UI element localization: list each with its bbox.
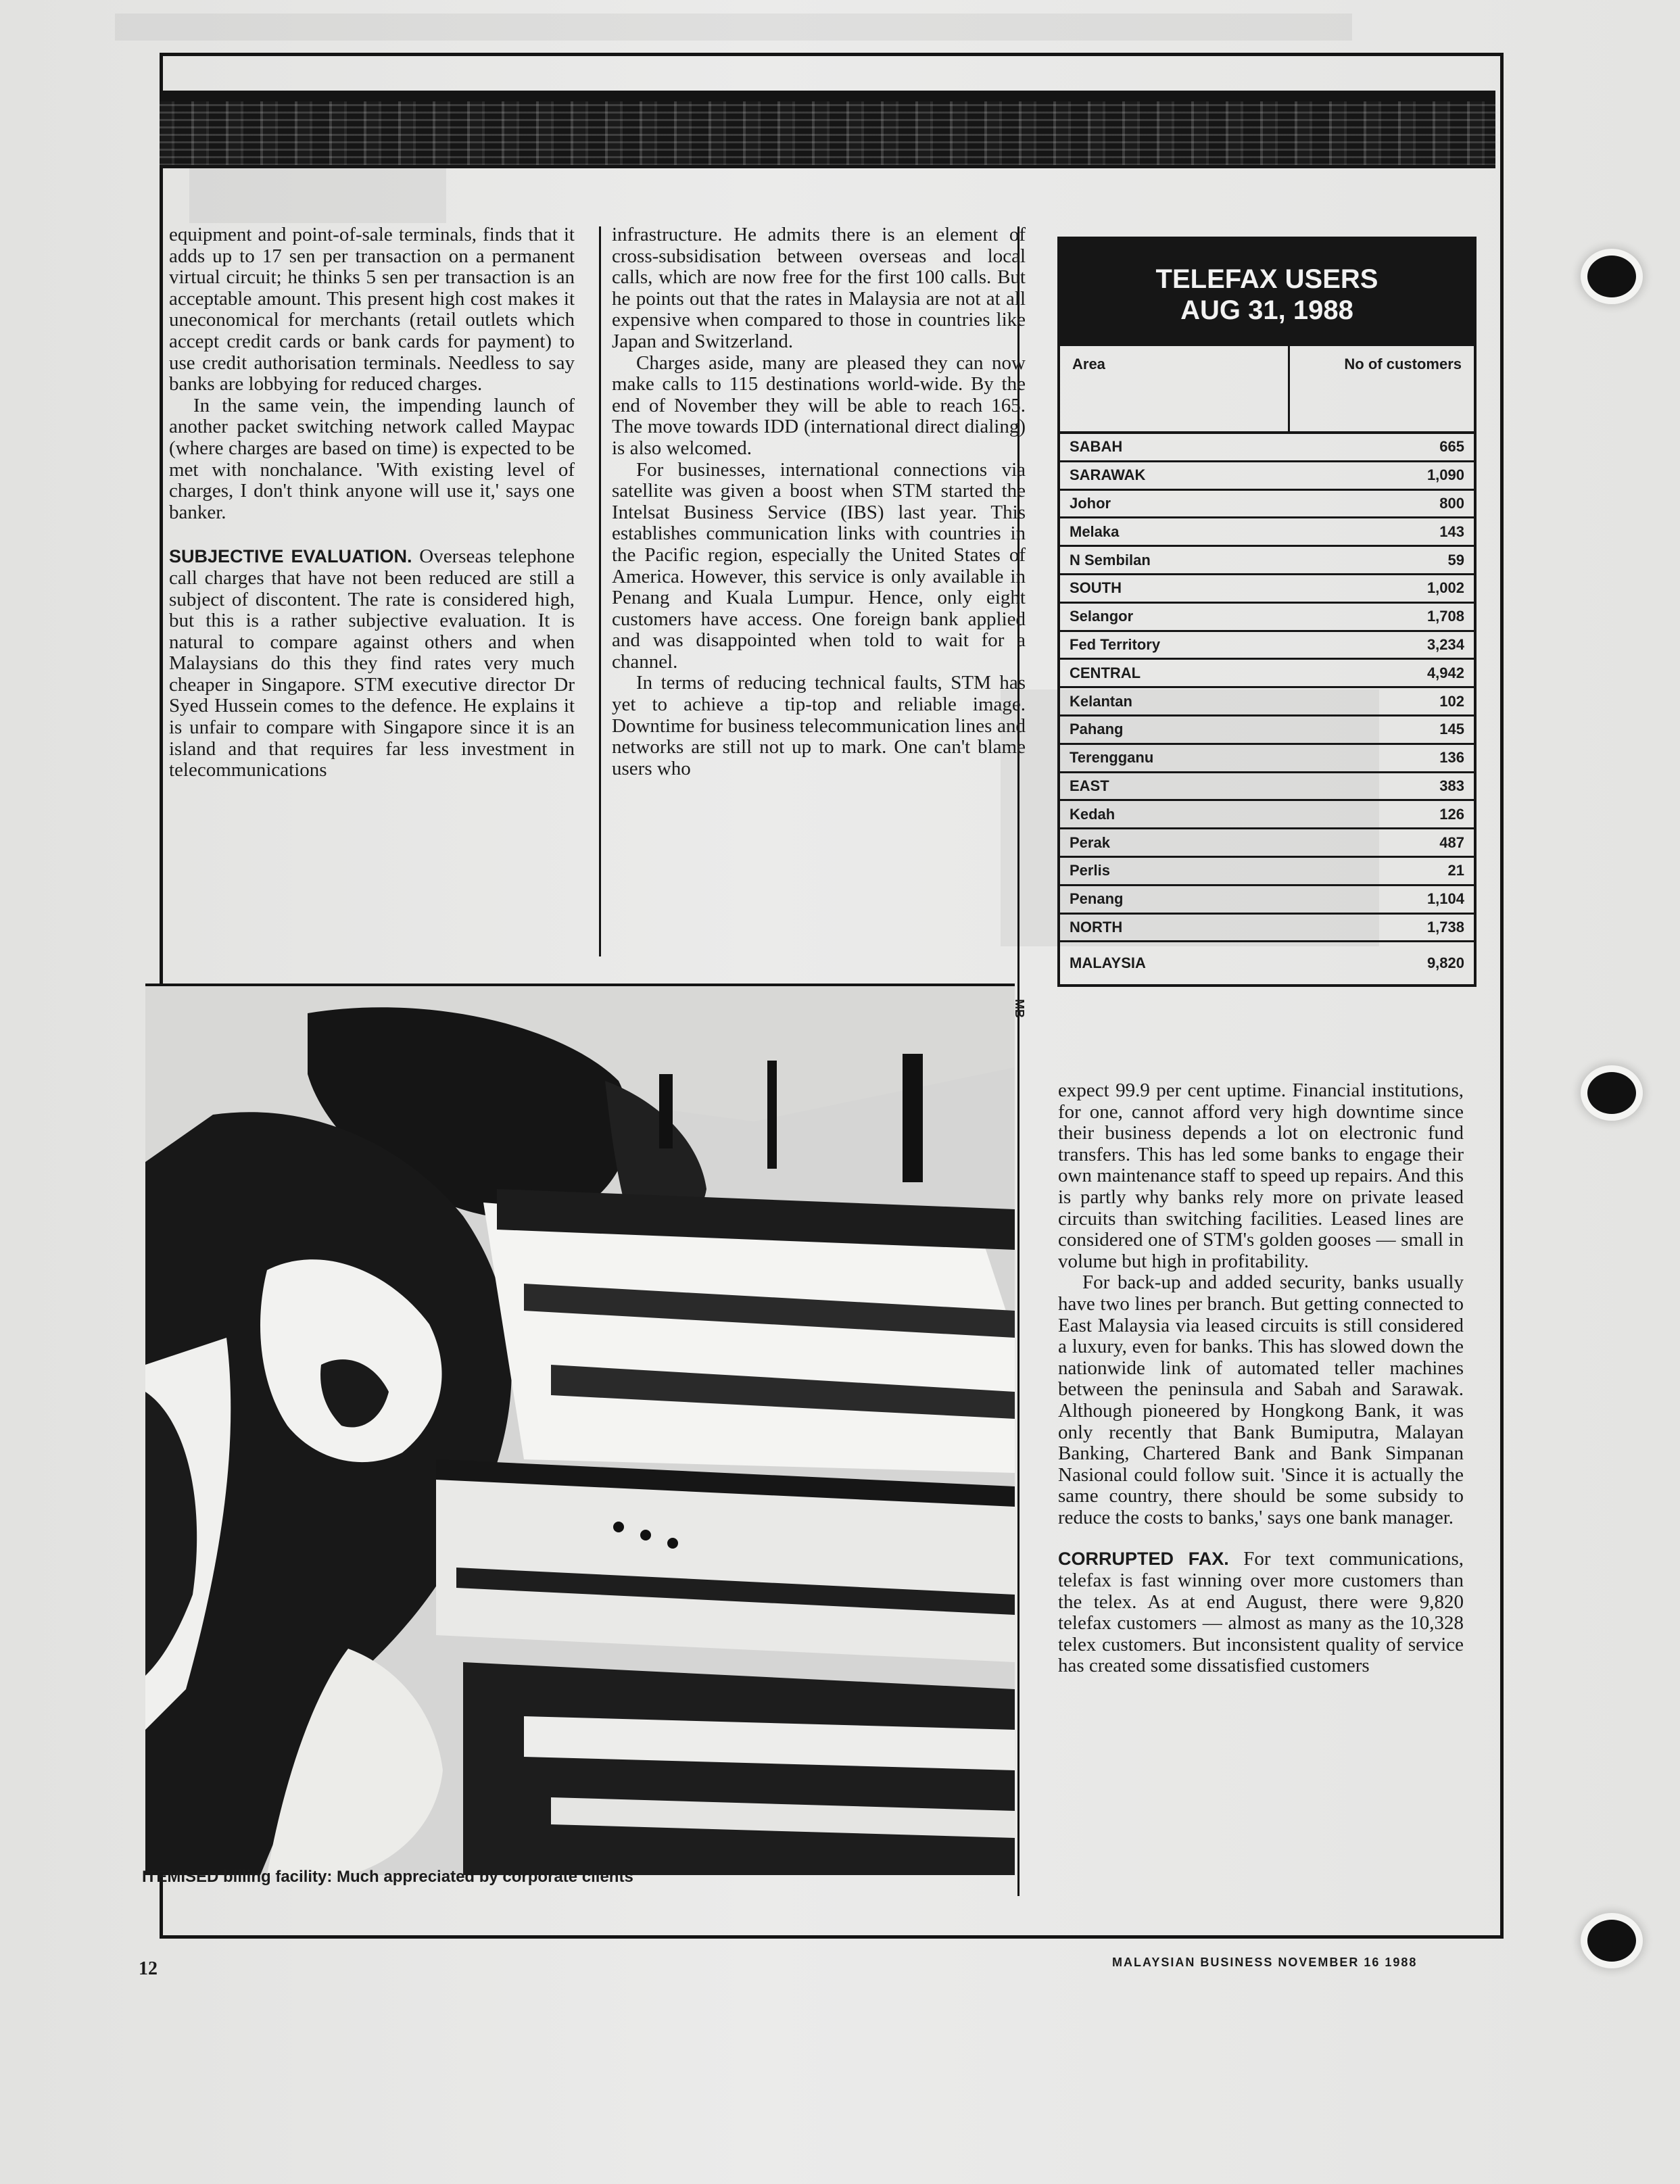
table-row bbox=[1060, 773, 1474, 802]
binder-hole bbox=[1587, 256, 1636, 297]
row-area: Kedah bbox=[1070, 805, 1115, 823]
table-row bbox=[1060, 801, 1474, 829]
row-area: Pahang bbox=[1070, 721, 1124, 738]
photo-illustration bbox=[145, 986, 1015, 1875]
paragraph bbox=[169, 546, 575, 781]
bleed-through bbox=[115, 14, 1352, 41]
photo-credit-code: MB bbox=[1013, 999, 1026, 1018]
page-number: 12 bbox=[139, 1958, 158, 1979]
table-row bbox=[1060, 462, 1474, 491]
paragraph: In the same vein, the impending launch of another packet switching network called Maypac (where charges are based on time) is expected to be met with nonchalance. 'With existing level of charges, I don't think anyone will use it,' says one banker. bbox=[169, 394, 575, 523]
article-column-2 bbox=[612, 224, 1026, 779]
header-rule-bottom bbox=[160, 165, 1495, 168]
table-row bbox=[1060, 434, 1474, 462]
table-row bbox=[1060, 858, 1474, 886]
row-area: EAST bbox=[1070, 777, 1109, 794]
table-row bbox=[1060, 660, 1474, 688]
row-customers: 145 bbox=[1439, 721, 1464, 738]
row-customers: 1,708 bbox=[1426, 608, 1464, 625]
row-area: Perak bbox=[1070, 833, 1110, 851]
binder-hole bbox=[1587, 1920, 1636, 1962]
row-area: Terengganu bbox=[1070, 749, 1154, 767]
table-row bbox=[1060, 575, 1474, 604]
table-row bbox=[1060, 942, 1474, 984]
telefax-users-table bbox=[1057, 237, 1477, 987]
article-column-1 bbox=[169, 224, 575, 781]
row-area: Johor bbox=[1070, 494, 1111, 512]
paragraph-text: For text communications, telefax is fast winning over more customers than the telex. As at end August, there were 9,820 telefax customers — almost as many as the 10,328 telex customers. But inconsistent quality of service has created some dissatisfied customers bbox=[1058, 1548, 1464, 1677]
row-customers: 102 bbox=[1439, 692, 1464, 710]
header-banner-texture bbox=[160, 101, 1495, 166]
table-row bbox=[1060, 829, 1474, 858]
binder-hole bbox=[1587, 1072, 1636, 1114]
row-area: Fed Territory bbox=[1070, 635, 1161, 653]
table-row bbox=[1060, 915, 1474, 943]
photo-caption: ITEMISED billing facility: Much appreciated by corporate clients bbox=[142, 1868, 633, 1886]
paragraph: equipment and point-of-sale terminals, finds that it adds up to 17 sen per transaction on a permanent virtual circuit; he thinks 5 sen per transaction is an acceptable amount. This present high cost makes it uneconomical for merchants (retail outlets which accept credit cards or bank cards for payment) to use credit authorisation terminals. Needless to say banks are lobbying for reduced charges. bbox=[169, 224, 575, 395]
row-customers: 21 bbox=[1447, 862, 1464, 879]
paragraph: For businesses, international connections via satellite was given a boost when STM started the Intelsat Business Service (IBS) last year. This establishes communication links with countries in the Pacific region, especially the United States of America. However, this service is only available in Penang and Kuala Lumpur. Hence, only eight customers have access. One foreign bank applied and was disappointed when told to wait for a channel. bbox=[612, 458, 1026, 673]
row-customers: 800 bbox=[1439, 494, 1464, 512]
paragraph: expect 99.9 per cent uptime. Financial institutions, for one, cannot afford very high downtime since their business depends a lot on electronic fund transfers. This has led some banks to engage their own maintenance staff to speed up repairs. And this is partly why banks rely more on private leased circuits than switching facilities. Leased lines are considered one of STM's golden gooses — small in volume but high in profitability. bbox=[1058, 1079, 1464, 1272]
section-heading: SUBJECTIVE EVALUATION. bbox=[169, 546, 412, 567]
table-title-date: AUG 31, 1988 bbox=[1180, 295, 1353, 325]
row-area: Perlis bbox=[1070, 862, 1110, 879]
table-header bbox=[1057, 346, 1477, 434]
row-customers: 9,820 bbox=[1426, 954, 1464, 972]
row-customers: 487 bbox=[1439, 833, 1464, 851]
row-customers: 665 bbox=[1439, 438, 1464, 456]
row-customers: 1,002 bbox=[1426, 579, 1464, 597]
row-customers: 143 bbox=[1439, 523, 1464, 540]
row-area: Melaka bbox=[1070, 523, 1120, 540]
table-row bbox=[1060, 886, 1474, 915]
paragraph: For back-up and added security, banks usually have two lines per branch. But getting connected to East Malaysia via leased circuits is still considered a luxury, even for banks. This has slowed down the nationwide link of automated teller machines between the peninsula and Sabah and Sarawak. Although pioneered by Hongkong Bank, it was only recently that Bank Bumiputra, Malayan Banking, Chartered Bank and Bank Simpanan Nasional could follow suit. 'Since it is actually the same country, there should be some subsidy to reduce the costs to banks,' says one bank manager. bbox=[1058, 1271, 1464, 1528]
row-area: Selangor bbox=[1070, 608, 1134, 625]
paragraph: Charges aside, many are pleased they can now make calls to 115 destinations world-wide. By the end of November they will be able to reach 165. The move towards IDD (international direct dialing) is also welcomed. bbox=[612, 351, 1026, 459]
row-area: CENTRAL bbox=[1070, 664, 1141, 681]
table-row bbox=[1060, 688, 1474, 717]
table-row bbox=[1060, 632, 1474, 660]
publication-footer: MALAYSIAN BUSINESS NOVEMBER 16 1988 bbox=[1112, 1956, 1418, 1969]
table-title bbox=[1057, 237, 1477, 346]
row-customers: 1,090 bbox=[1426, 466, 1464, 484]
row-area: N Sembilan bbox=[1070, 551, 1151, 568]
table-row bbox=[1060, 491, 1474, 519]
row-area: SABAH bbox=[1070, 438, 1123, 456]
row-area: SARAWAK bbox=[1070, 466, 1146, 484]
row-area: NORTH bbox=[1070, 918, 1123, 936]
row-area: Penang bbox=[1070, 890, 1124, 908]
table-row bbox=[1060, 518, 1474, 547]
paragraph bbox=[1058, 1549, 1464, 1677]
section-heading: CORRUPTED FAX. bbox=[1058, 1549, 1229, 1570]
row-customers: 3,234 bbox=[1426, 635, 1464, 653]
paragraph-text: Overseas telephone call charges that have not been reduced are still a subject of discontent. The rate is considered high, but this is a rather subjective evaluation. It is natural to compare against others and when Malaysians do this they find rates very much cheaper in Singapore. STM executive director Dr Syed Hussein comes to the defence. He explains it is unfair to compare with Singapore since it is an island and that requires far less investment in telecommunications bbox=[169, 545, 575, 781]
table-row bbox=[1060, 604, 1474, 632]
row-customers: 383 bbox=[1439, 777, 1464, 794]
paragraph: infrastructure. He admits there is an element of cross-subsidisation between overseas and local calls, which are now free for the first 100 calls. But he points out that the rates in Malaysia are not at all expensive when compared to those in countries like Japan and Switzerland. bbox=[612, 224, 1026, 352]
row-customers: 1,738 bbox=[1426, 918, 1464, 936]
table-row bbox=[1060, 547, 1474, 575]
paragraph: In terms of reducing technical faults, STM has yet to achieve a tip-top and reliable image. Downtime for business telecommunication lines and networks are still not up to mark. One can't blame users who bbox=[612, 672, 1026, 779]
table-row bbox=[1060, 717, 1474, 745]
column-header-customers: No of customers bbox=[1344, 356, 1462, 372]
table-row bbox=[1060, 745, 1474, 773]
article-photo bbox=[145, 984, 1015, 1875]
row-customers: 136 bbox=[1439, 749, 1464, 767]
row-area: SOUTH bbox=[1070, 579, 1122, 597]
row-customers: 59 bbox=[1447, 551, 1464, 568]
row-area: MALAYSIA bbox=[1070, 954, 1146, 972]
row-customers: 1,104 bbox=[1426, 890, 1464, 908]
article-column-3 bbox=[1058, 1080, 1464, 1677]
table-title-line: TELEFAX USERS bbox=[1155, 264, 1378, 294]
table-body bbox=[1057, 434, 1477, 987]
column-header-area: Area bbox=[1060, 346, 1290, 431]
column-divider bbox=[599, 226, 601, 956]
row-area: Kelantan bbox=[1070, 692, 1132, 710]
row-customers: 126 bbox=[1439, 805, 1464, 823]
row-customers: 4,942 bbox=[1426, 664, 1464, 681]
